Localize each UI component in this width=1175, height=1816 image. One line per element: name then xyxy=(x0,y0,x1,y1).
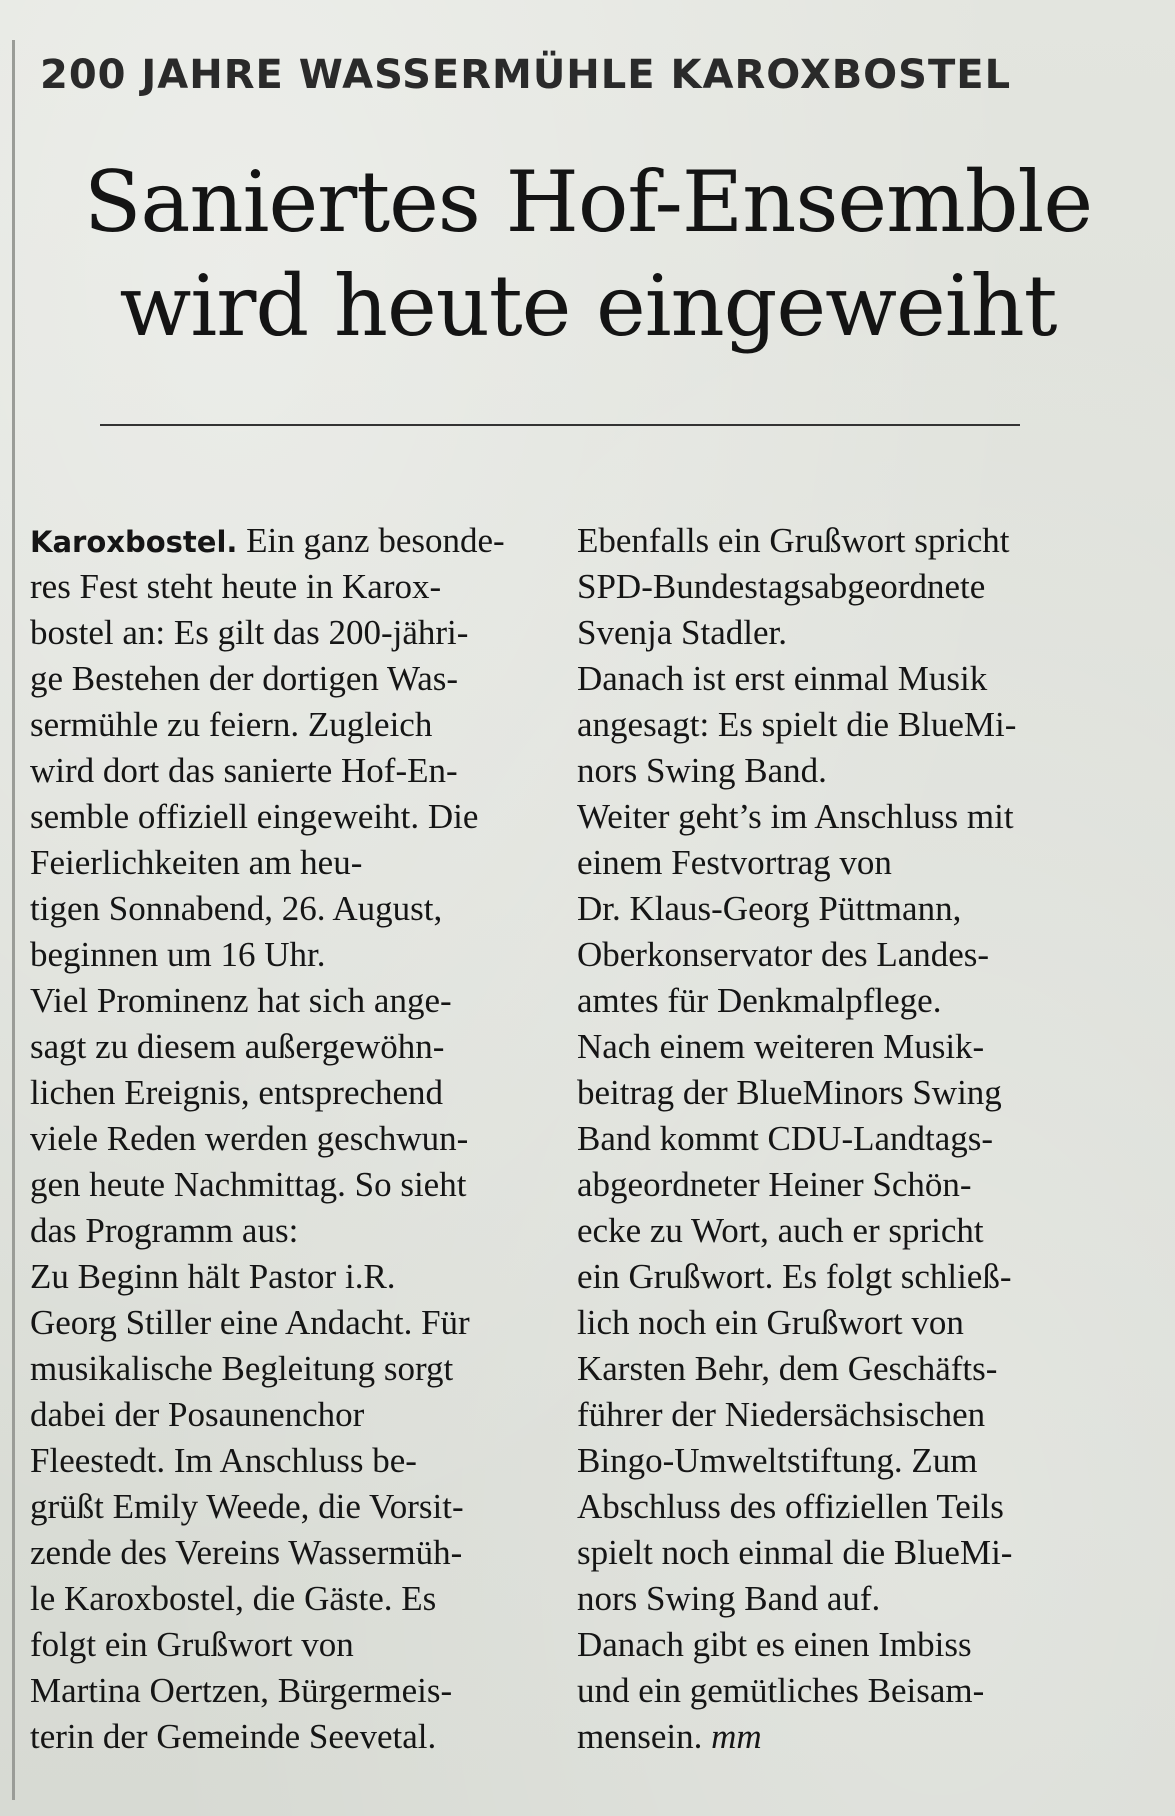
article-kicker: 200 JAHRE WASSERMÜHLE KAROXBOSTEL xyxy=(40,52,1012,98)
body-line: le Karoxbostel, die Gäste. Es xyxy=(30,1579,437,1618)
body-line: Bingo-Umweltstiftung. Zum xyxy=(577,1441,978,1480)
body-line: lichen Ereignis, entsprechend xyxy=(30,1073,444,1112)
body-line: Nach einem weiteren Musik- xyxy=(577,1027,985,1066)
article-dateline: Karoxbostel. xyxy=(30,525,238,559)
body-line: Danach gibt es einen Imbiss xyxy=(577,1625,972,1664)
body-line: amtes für Denkmalpflege. xyxy=(577,981,942,1020)
article-column-left xyxy=(30,518,550,1760)
column-rule xyxy=(12,40,15,1800)
body-line: das Programm aus: xyxy=(30,1211,299,1250)
body-line: tigen Sonnabend, 26. August, xyxy=(30,889,443,928)
headline-line-2: wird heute eingeweiht xyxy=(119,257,1057,355)
body-line: beginnen um 16 Uhr. xyxy=(30,935,326,974)
body-line: grüßt Emily Weede, die Vorsit- xyxy=(30,1487,464,1526)
body-line: Fleestedt. Im Anschluss be- xyxy=(30,1441,417,1480)
body-line: Georg Stiller eine Andacht. Für xyxy=(30,1303,470,1342)
body-line: einem Festvortrag von xyxy=(577,843,892,882)
body-line: dabei der Posaunenchor xyxy=(30,1395,365,1434)
body-line: semble offiziell eingeweiht. Die xyxy=(30,797,479,836)
body-line: beitrag der BlueMinors Swing xyxy=(577,1073,1002,1112)
body-line: terin der Gemeinde Seevetal. xyxy=(30,1717,437,1756)
body-line: bostel an: Es gilt das 200-jähri- xyxy=(30,613,469,652)
body-line: und ein gemütliches Beisam- xyxy=(577,1671,985,1710)
body-line: sagt zu diesem außergewöhn- xyxy=(30,1027,445,1066)
body-line: ecke zu Wort, auch er spricht xyxy=(577,1211,984,1250)
body-line: Danach ist erst einmal Musik xyxy=(577,659,988,698)
body-line: wird dort das sanierte Hof-En- xyxy=(30,751,458,790)
body-line-text: Ein ganz besonde- xyxy=(237,521,505,560)
body-line-text: mensein. xyxy=(577,1717,712,1756)
body-line: nors Swing Band. xyxy=(577,751,827,790)
body-line: Feierlichkeiten am heu- xyxy=(30,843,363,882)
body-line: SPD-Bundestagsabgeordnete xyxy=(577,567,986,606)
body-line: Viel Prominenz hat sich ange- xyxy=(30,981,452,1020)
body-line: sermühle zu feiern. Zugleich xyxy=(30,705,433,744)
body-line: Oberkonservator des Landes- xyxy=(577,935,990,974)
body-line: folgt ein Grußwort von xyxy=(30,1625,354,1664)
body-line: Weiter geht’s im Anschluss mit xyxy=(577,797,1014,836)
body-line: viele Reden werden geschwun- xyxy=(30,1119,469,1158)
body-line: ge Bestehen der dortigen Was- xyxy=(30,659,459,698)
body-line: Karsten Behr, dem Geschäfts- xyxy=(577,1349,998,1388)
body-line: zende des Vereins Wassermüh- xyxy=(30,1533,463,1572)
body-line: Dr. Klaus-Georg Püttmann, xyxy=(577,889,962,928)
body-line: res Fest steht heute in Karox- xyxy=(30,567,442,606)
body-line: ein Grußwort. Es folgt schließ- xyxy=(577,1257,1012,1296)
body-line xyxy=(30,518,550,564)
body-line: angesagt: Es spielt die BlueMi- xyxy=(577,705,1017,744)
body-line: Band kommt CDU-Landtags- xyxy=(577,1119,994,1158)
body-line: Abschluss des offiziellen Teils xyxy=(577,1487,1004,1526)
author-initials: mm xyxy=(711,1717,762,1756)
body-line: Martina Oertzen, Bürgermeis- xyxy=(30,1671,453,1710)
body-line: nors Swing Band auf. xyxy=(577,1579,881,1618)
body-line xyxy=(577,1714,1097,1760)
body-line: gen heute Nachmittag. So sieht xyxy=(30,1165,467,1204)
body-line: führer der Niedersächsischen xyxy=(577,1395,986,1434)
body-line: Ebenfalls ein Grußwort spricht xyxy=(577,521,1010,560)
body-line: spielt noch einmal die BlueMi- xyxy=(577,1533,1013,1572)
article-column-right xyxy=(577,518,1097,1760)
body-line: abgeordneter Heiner Schön- xyxy=(577,1165,972,1204)
body-line: lich noch ein Grußwort von xyxy=(577,1303,964,1342)
body-line: Svenja Stadler. xyxy=(577,613,787,652)
body-line: Zu Beginn hält Pastor i.R. xyxy=(30,1257,396,1296)
article-headline xyxy=(38,150,1138,358)
headline-line-1: Saniertes Hof-Ensemble xyxy=(83,153,1093,251)
body-line: musikalische Begleitung sorgt xyxy=(30,1349,454,1388)
headline-divider xyxy=(100,424,1020,426)
